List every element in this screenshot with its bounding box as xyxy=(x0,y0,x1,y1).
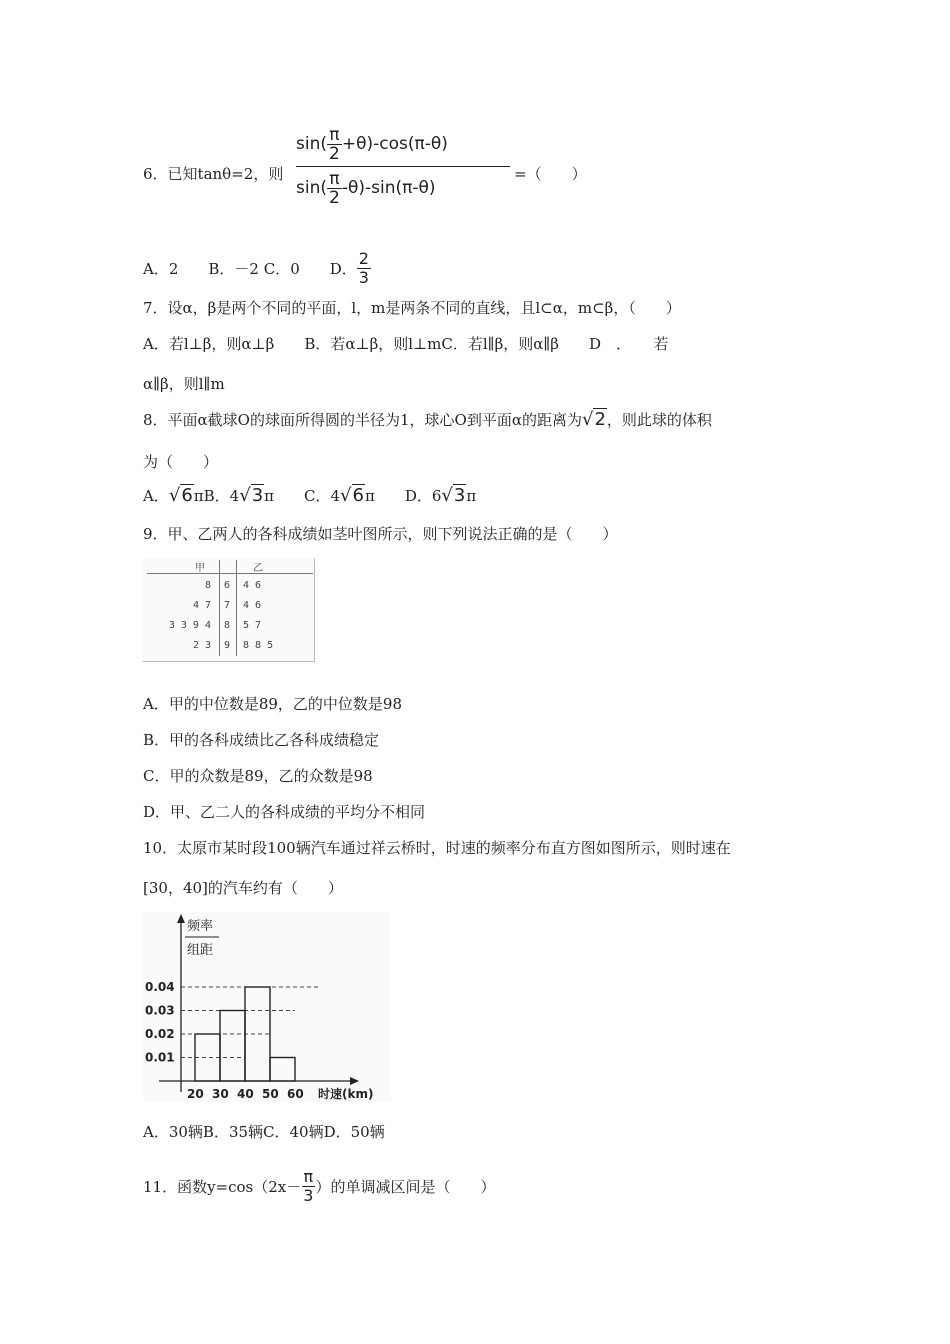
stem-leaf-plot xyxy=(143,558,315,662)
histogram-svg xyxy=(143,912,391,1102)
histogram-bar xyxy=(220,1011,245,1082)
sqrt-6-a: √6 xyxy=(168,485,193,506)
stem-leaf-border-right xyxy=(314,558,315,662)
y-tick-label: 0.01 xyxy=(145,1050,175,1065)
stem-leaf-border-bottom xyxy=(143,661,315,662)
y-tick-label: 0.04 xyxy=(145,980,175,994)
stem-leaf-left: 3 3 9 4 xyxy=(168,620,211,631)
q6-stem xyxy=(143,164,283,184)
stem-leaf-left: 8 xyxy=(204,580,211,591)
x-axis-arrow xyxy=(350,1077,359,1085)
q6-suffix: =（ ） xyxy=(514,165,587,183)
q6-denominator: sin( $\frac{\pi}{2}$ -θ)-sin(π-θ) xyxy=(296,168,436,208)
q6-fraction-bar xyxy=(296,166,510,167)
stem-leaf-stem: 7 xyxy=(224,600,231,611)
q9-option-a: A．甲的中位数是89，乙的中位数是98 xyxy=(143,695,403,713)
q6-option-d-fraction: $\frac{2}{3}$ xyxy=(358,249,369,287)
y-label-top: 频率 xyxy=(187,919,214,934)
q8-options: A． √6 πB．4 √3 π C．4 √6 π D．6 √3 π xyxy=(143,485,477,506)
y-tick-label: 0.02 xyxy=(145,1027,175,1041)
q9-option-d: D．甲、乙二人的各科成绩的平均分不相同 xyxy=(143,803,426,821)
q6-den-pi-over-2: $\frac{\pi}{2}$ xyxy=(329,168,340,208)
x-axis-label: 时速(km) xyxy=(318,1087,374,1101)
y-axis-arrow xyxy=(177,914,185,923)
stem-leaf-stem: 6 xyxy=(224,580,231,591)
histogram-bar xyxy=(270,1058,295,1082)
stem-leaf-right: 4 6 xyxy=(243,600,262,611)
stem-leaf-header-yi: 乙 xyxy=(253,563,263,574)
q7-options-line2: α∥β，则l∥m xyxy=(143,375,225,393)
x-tick-label: 30 xyxy=(212,1087,229,1101)
sqrt-6-c: √6 xyxy=(340,485,364,506)
sqrt-3-d: √3 xyxy=(441,485,466,506)
q6-numerator: sin( $\frac{\pi}{2}$ +θ)-cos(π-θ) xyxy=(296,124,448,164)
x-tick-label: 50 xyxy=(262,1087,279,1101)
q10-stem-line1: 10．太原市某时段100辆汽车通过祥云桥时，时速的频率分布直方图如图所示，则时速在 xyxy=(143,839,731,857)
q8-stem: 8．平面α截球O的球面所得圆的半径为1，球心O到平面α的距离为 √2 ，则此球的体积 xyxy=(143,409,712,430)
q7-stem: 7．设α，β是两个不同的平面，l，m是两条不同的直线，且l⊂α，m⊂β，（ ） xyxy=(143,299,681,317)
q6-options: A．2 B．－2 C．0 D． $\frac{2}{3}$ xyxy=(143,249,369,287)
x-tick-label: 20 xyxy=(187,1087,204,1101)
q7-options-line1: A．若l⊥β，则α⊥β B．若α⊥β，则l⊥mC．若l∥β，则α∥β D ． 若 xyxy=(143,335,669,353)
stem-leaf-right: 4 6 xyxy=(243,580,262,591)
stem-leaf-divider-1 xyxy=(219,560,220,656)
stem-leaf-right: 5 7 xyxy=(243,620,262,631)
stem-leaf-right: 8 8 5 xyxy=(243,640,274,651)
q6-prefix: 6．已知tanθ=2，则 xyxy=(143,165,284,183)
q10-options: A．30辆B．35辆C．40辆D．50辆 xyxy=(143,1123,385,1141)
histogram xyxy=(143,912,391,1102)
y-label-bottom: 组距 xyxy=(187,943,214,958)
stem-leaf-divider-2 xyxy=(236,560,237,656)
q6-num-pi-over-2: $\frac{\pi}{2}$ xyxy=(329,124,340,164)
stem-leaf-left: 2 3 xyxy=(192,640,211,651)
sqrt-3-b: √3 xyxy=(239,485,264,506)
stem-leaf-stem: 8 xyxy=(224,620,231,631)
q9-option-c: C．甲的众数是89，乙的众数是98 xyxy=(143,767,373,785)
stem-leaf-stem: 9 xyxy=(224,640,231,651)
stem-leaf-header-jia: 甲 xyxy=(195,563,205,574)
x-tick-label: 40 xyxy=(237,1087,254,1101)
q8-stem-line2: 为（ ） xyxy=(143,453,219,471)
y-tick-label: 0.03 xyxy=(145,1003,175,1018)
x-tick-label: 60 xyxy=(287,1087,304,1101)
q9-stem: 9．甲、乙两人的各科成绩如茎叶图所示，则下列说法正确的是（ ） xyxy=(143,525,618,543)
q11-pi-over-3: $\frac{\pi}{3}$ xyxy=(303,1167,314,1205)
stem-leaf-header-rule xyxy=(147,573,313,574)
q9-option-b: B．甲的各科成绩比乙各科成绩稳定 xyxy=(143,731,380,749)
q10-stem-line2: [30，40]的汽车约有（ ） xyxy=(143,879,343,897)
sqrt-2: √2 xyxy=(581,409,606,430)
q11-stem: 11．函数y=cos（2x－ $\frac{\pi}{3}$ ）的单调减区间是（ ） xyxy=(143,1167,496,1205)
q6-fraction xyxy=(296,124,514,208)
stem-leaf-left: 4 7 xyxy=(192,600,211,611)
